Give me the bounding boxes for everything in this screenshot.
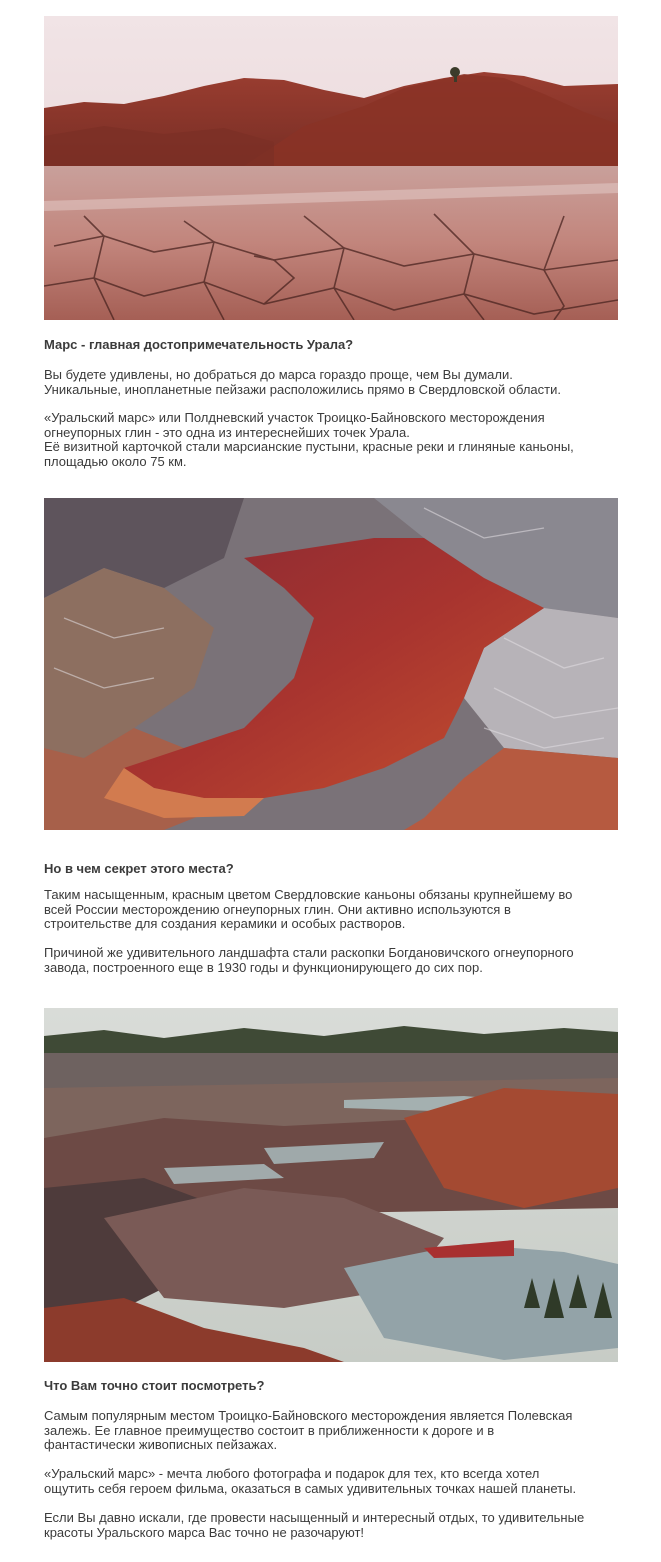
photo-red-lake (44, 498, 618, 830)
text-line: красоты Уральского марса Вас точно не разочаруют! (44, 1524, 365, 1540)
section-heading-mars: Марс - главная достопримечательность Урала? (44, 337, 354, 352)
paragraph-photographer-dream (44, 1467, 618, 1496)
paragraph-intro (44, 368, 618, 397)
paragraph-ural-mars (44, 411, 618, 469)
paragraph-clay-deposit (44, 888, 618, 932)
text-line: Если Вы давно искали, где провести насыщенный и интересный отдых, то удивительные (44, 1510, 585, 1525)
text-line: ощутить себя героем фильма, оказаться в самых удивительных точках нашей планеты. (44, 1480, 577, 1496)
text-line: Её визитной карточкой стали марсианские пустыни, красные реки и глиняные каньоны, (44, 439, 574, 455)
section-heading-secret: Но в чем секрет этого места? (44, 861, 234, 876)
text-line: Вы будете удивлены, но добраться до марса гораздо проще, чем Вы думали. (44, 367, 513, 382)
text-line: площадью около 75 км. (44, 453, 187, 469)
text-line: завода, построенного еще в 1930 годы и функционирующего до сих пор. (44, 959, 483, 975)
text-line: «Уральский марс» или Полдневский участок Троицко-Байновского месторождения (44, 410, 545, 425)
text-line: «Уральский марс» - мечта любого фотографа и подарок для тех, кто всегда хотел (44, 1466, 540, 1481)
paragraph-polevskaya (44, 1409, 618, 1453)
paragraph-factory (44, 946, 618, 975)
text-line: Причиной же удивительного ландшафта стали раскопки Богдановичского огнеупорного (44, 945, 574, 960)
text-line: Самым популярным местом Троицко-Байновского месторождения является Полевская (44, 1408, 573, 1423)
section-heading-what-to-see: Что Вам точно стоит посмотреть? (44, 1378, 265, 1393)
paragraph-closing (44, 1511, 618, 1540)
text-line: залежь. Ее главное преимущество состоит в приближенности к дороге и в (44, 1422, 495, 1438)
text-line: фантастически живописных пейзажах. (44, 1437, 278, 1453)
photo-red-desert (44, 16, 618, 320)
text-line: огнеупорных глин - это одна из интереснейших точек Урала. (44, 424, 410, 440)
text-line: всей России месторождению огнеупорных глин. Они активно используются в (44, 901, 511, 917)
text-line: строительстве для создания керамики и особых растворов. (44, 916, 406, 932)
text-line: Уникальные, инопланетные пейзажи расположились прямо в Свердловской области. (44, 381, 561, 397)
photo-canyon-lakes (44, 1008, 618, 1362)
text-line: Таким насыщенным, красным цветом Свердловские каньоны обязаны крупнейшему во (44, 887, 573, 902)
